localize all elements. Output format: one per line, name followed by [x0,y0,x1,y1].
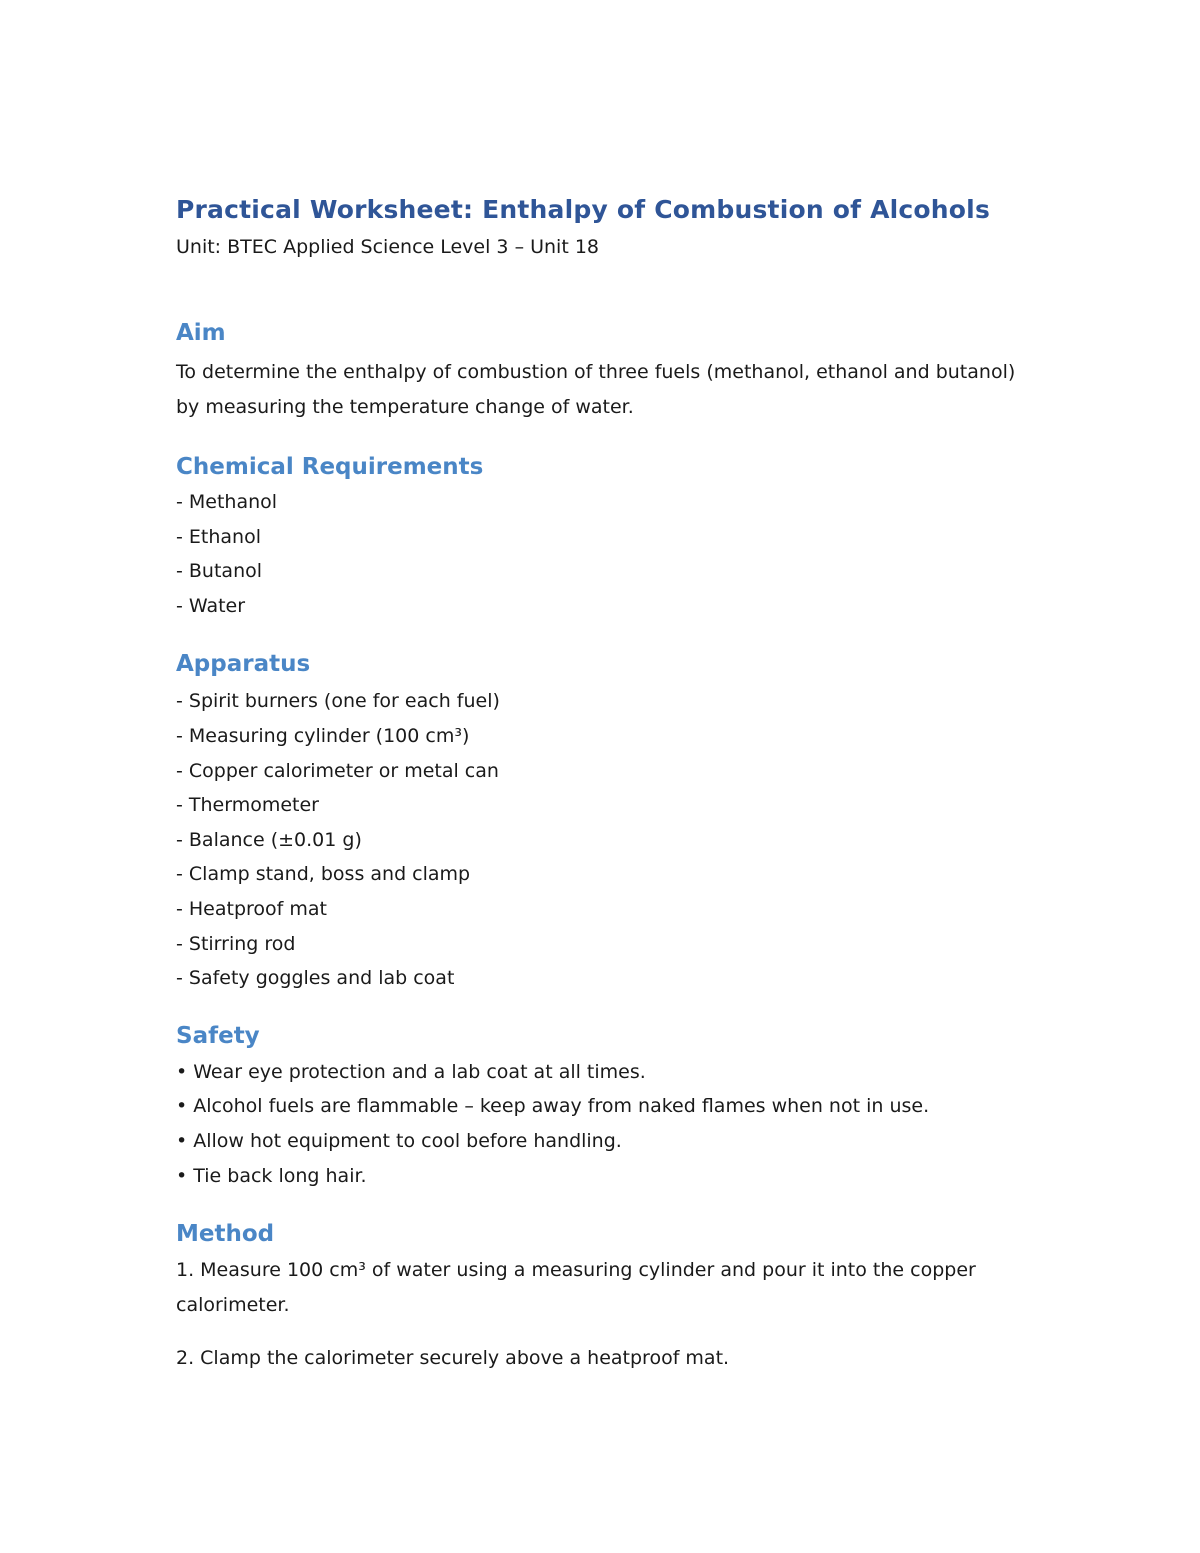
apparatus-heading: Apparatus [176,651,311,678]
list-item: - Water [176,594,246,617]
document-page [176,190,1036,1376]
list-item: • Alcohol fuels are flammable – keep away from naked flames when not in use. [176,1095,930,1118]
list-item: - Balance (±0.01 g) [176,828,362,851]
list-item: - Stirring rod [176,932,296,955]
list-item: - Heatproof mat [176,897,327,920]
list-item: - Spirit burners (one for each fuel) [176,690,500,713]
list-item: - Clamp stand, boss and clamp [176,863,471,886]
chemical-requirements-list [176,485,1036,623]
list-item: • Wear eye protection and a lab coat at all times. [176,1060,646,1083]
list-item: - Methanol [176,491,278,513]
unit-value: BTEC Applied Science Level 3 – Unit 18 [221,236,599,258]
list-item: - Butanol [176,560,263,583]
document-title: Practical Worksheet: Enthalpy of Combustion of Alcohols [176,195,991,224]
aim-text: To determine the enthalpy of combustion of three fuels (methanol, ethanol and butanol) by measuring the temperature change of water. [176,361,1016,418]
list-item: - Thermometer [176,794,319,817]
list-item: • Tie back long hair. [176,1164,367,1187]
method-heading: Method [176,1221,275,1248]
apparatus-list [176,684,1036,995]
list-item: - Copper calorimeter or metal can [176,759,499,782]
aim-heading: Aim [176,320,226,346]
method-step: 1. Measure 100 cm³ of water using a measuring cylinder and pour it into the copper calorimeter. [176,1259,976,1316]
list-item: • Allow hot equipment to cool before handling. [176,1129,622,1152]
list-item: - Safety goggles and lab coat [176,967,455,990]
safety-heading: Safety [176,1022,260,1049]
method-step: 2. Clamp the calorimeter securely above a heatproof mat. [176,1347,730,1370]
unit-line [176,230,1036,264]
chemical-requirements-heading: Chemical Requirements [176,454,484,480]
list-item: - Ethanol [176,525,261,548]
list-item: - Measuring cylinder (100 cm³) [176,724,470,747]
unit-label: Unit: [176,236,222,258]
safety-list [176,1055,1036,1193]
